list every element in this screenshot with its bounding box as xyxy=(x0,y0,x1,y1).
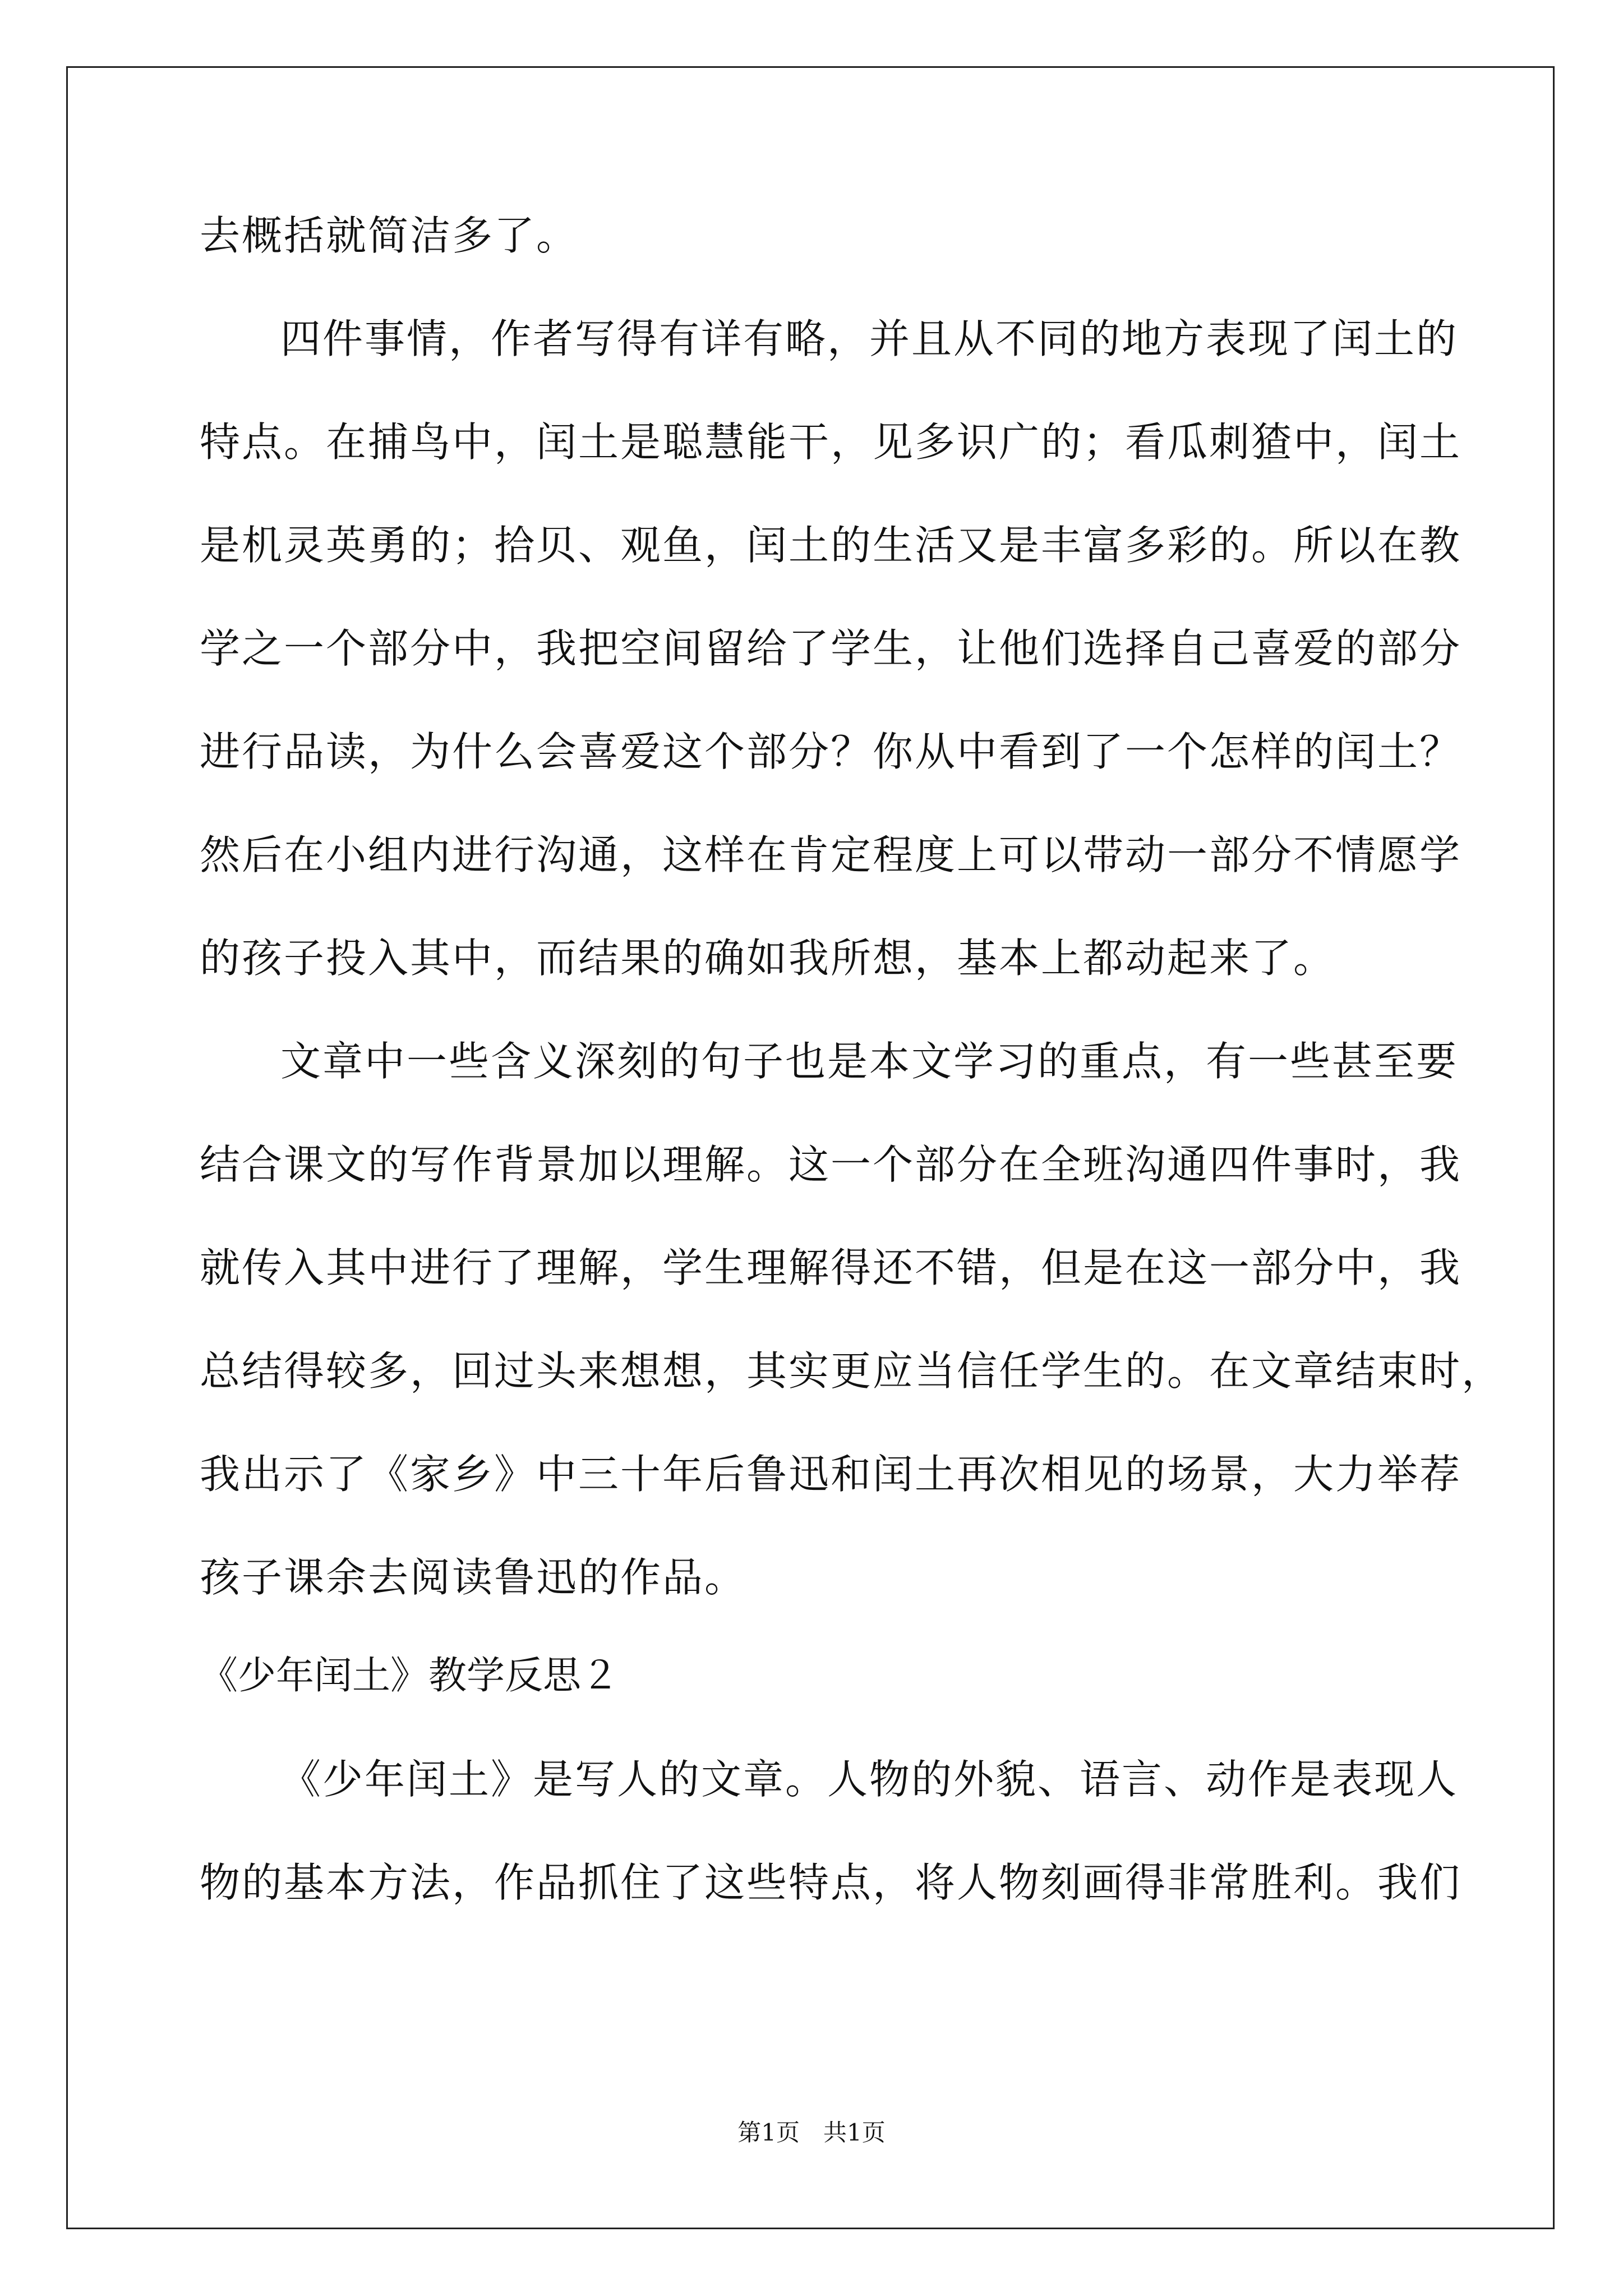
text-line: 物的基本方法，作品抓住了这些特点，将人物刻画得非常胜利。我们 xyxy=(200,1859,1462,1906)
text-line: 孩子课余去阅读鲁迅的作品。 xyxy=(200,1554,747,1601)
text-line: 我出示了《家乡》中三十年后鲁迅和闰土再次相见的场景，大力举荐 xyxy=(200,1451,1462,1498)
text-line: 就传入其中进行了理解，学生理解得还不错，但是在这一部分中，我 xyxy=(200,1244,1462,1291)
text-line: 是机灵英勇的；拾贝、观鱼，闰土的生活又是丰富多彩的。所以在教 xyxy=(200,522,1462,569)
text-line: 文章中一些含义深刻的句子也是本文学习的重点，有一些甚至要 xyxy=(280,1038,1459,1085)
text-line: 进行品读，为什么会喜爱这个部分？你从中看到了一个怎样的闰土？ xyxy=(200,728,1462,775)
text-line: 总结得较多，回过头来想想，其实更应当信任学生的。在文章结束时， xyxy=(200,1347,1504,1395)
text-line: 《少年闰土》是写人的文章。人物的外貌、语言、动作是表现人 xyxy=(280,1756,1459,1803)
text-line: 特点。在捕鸟中，闰土是聪慧能干，见多识广的；看瓜刺猹中，闰土 xyxy=(200,418,1462,466)
text-line: 然后在小组内进行沟通，这样在肯定程度上可以带动一部分不情愿学 xyxy=(200,831,1462,878)
section-heading: 《少年闰土》教学反思２ xyxy=(200,1654,620,1698)
text-line: 结合课文的写作背景加以理解。这一个部分在全班沟通四件事时，我 xyxy=(200,1141,1462,1188)
page-footer: 第1页 共1页 xyxy=(737,2119,886,2146)
text-line: 四件事情，作者写得有详有略，并且从不同的地方表现了闰土的 xyxy=(280,315,1459,362)
text-line: 的孩子投入其中，而结果的确如我所想，基本上都动起来了。 xyxy=(200,935,1336,982)
text-line: 学之一个部分中，我把空间留给了学生，让他们选择自己喜爱的部分 xyxy=(200,625,1462,672)
text-line: 去概括就简洁多了。 xyxy=(200,212,579,259)
